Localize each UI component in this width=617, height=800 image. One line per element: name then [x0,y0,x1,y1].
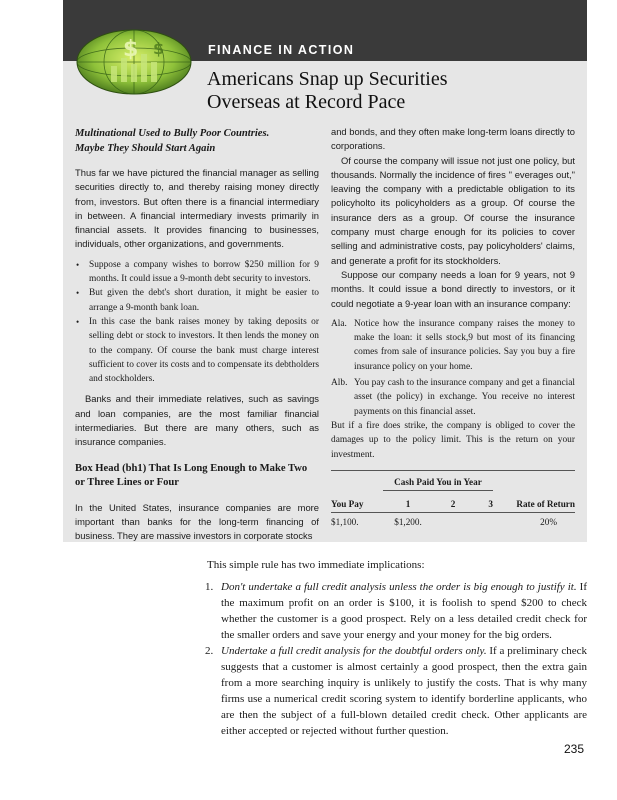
box-paragraph: Thus far we have pictured the financial manager as selling securities directly to, and thereby raising money directly from, investors. But often there is a financial intermediary in between. A financial intermediary invests primarily in financial assets. It provides financing to businesses, individuals, other organizations, and governments. [75,167,319,250]
table-cell [473,512,493,531]
list-item-text: If a preliminary check suggests that a customer is almost certainly a good prospect, then the extra gain from a more searching inquiry is unlikely to justify the costs. That is why many firms use a numerical credit scoring system to identify borderline applicants, who are then the subject of a full-blown detailed credit check. Other applicants are either accepted or rejected without further question. [221,645,588,737]
list-item [207,579,587,643]
item-text: You pay cash to the insurance company and get a financial asset (the policy) in exchange. You receive no interest payments on this financial asset. [354,378,575,417]
list-item [207,643,587,739]
box-title-line2: Overseas at Record Pace [207,91,406,113]
box-right-column [331,125,575,531]
table-cell: 20% [540,516,557,527]
implications-list [207,579,587,739]
table-header: 2 [450,498,456,509]
box-paragraph: In the United States, insurance companies are more important than banks for the long-term financing of business. They are massive investors in corporate stocks [75,501,319,542]
table-cell: $1,200. [394,516,422,527]
box-bullet-list [75,258,319,387]
box-kicker: FINANCE IN ACTION [208,43,355,57]
box-paragraph: and bonds, and they often make long-term loans directly to corporations. [331,126,575,152]
table-header: Rate of Return [516,498,575,509]
dollar-globe-icon [75,28,193,96]
box-numbered-item [331,376,575,419]
box-heading-2: Box Head (bh1) That Is Long Enough to Make Two or Three Lines or Four [75,462,308,489]
box-heading-1-line2: Maybe They Should Start Again [75,142,216,154]
box-paragraph: Banks and their immediate relatives, such as savings and loan companies, are the most familiar financial intermediaries. But there are many others, such as insurance companies. [75,393,319,448]
box-title [207,68,577,114]
box-numbered-item [331,317,575,374]
table-group-header: Cash Paid You in Year [383,470,493,490]
box-heading-1 [75,127,319,156]
list-item-lead: Undertake a full credit analysis for the doubtful orders only. [221,645,487,657]
table-group-header-row [331,470,575,490]
svg-text:$: $ [123,37,139,62]
table-row [331,512,575,531]
table-cell: $1,100. [331,516,359,527]
table-header-row [331,490,575,512]
svg-text:$: $ [153,39,165,58]
box-heading-1-line1: Multinational Used to Bully Poor Countries. [75,128,270,139]
bullet-item: • But given the debt's short duration, it might be easier to arrange a 9-month bank loan. [75,286,319,315]
body-intro: This simple rule has two immediate implications: [207,559,425,571]
list-number: 1. [205,581,214,593]
cash-table [331,470,575,531]
main-body-text [207,557,587,739]
box-paragraph: Of course the company will issue not just one policy, but thousands. Normally the incidence of fires " everages out," leaving the company with a predictable obligation to its policyholto its policyholders as a group. Of course the insurance ders as a group. Of course the insurance company must charge enough for its policies to cover selling and administrative costs, pay policyholders' claims, and generate a profit for its stockholders. [331,154,575,266]
box-title-line1: Americans Snap up Securities [207,68,448,90]
item-tag: Ala. [331,318,347,329]
box-left-column [75,127,319,544]
table-header: 3 [488,498,493,509]
bullet-item: • Suppose a company wishes to borrow $250 million for 9 months. It could issue a 9-month debt security to investors. [75,258,319,287]
table-header: 1 [405,498,411,509]
table-header: You Pay [331,498,364,509]
list-number: 2. [205,645,214,657]
item-tag: Alb. [331,378,348,389]
item-text: Notice how the insurance company raises the money to make the loan: it sells stock,9 but most of its financing comes from sale of insurance policies. Say you buy a fire insurance policy on your home. [354,318,575,372]
page-number: 235 [564,742,585,756]
table-cell [433,512,473,531]
list-item-lead: Don't undertake a full credit analysis unless the order is big enough to justify it. [221,581,577,593]
box-paragraph: But if a fire does strike, the company is obliged to cover the damages up to the policy limit. This is the return on your investment. [331,420,575,460]
list-item-text: If the maximum profit on an order is $100, it is foolish to spend $200 to check whether the customer is a good prospect. Rely on a less detailed credit check for the smaller orders and save your energy and your money for the big orders. [221,581,588,641]
bullet-item: • In this case the bank raises money by taking deposits or selling debt or stock to investors. It then lends the money on to the company. Of course the bank must charge interest sufficient to cover its costs and to compensate its debtholders and stockholders. [75,315,319,386]
box-paragraph: Suppose our company needs a loan for 9 years, not 9 months. It could issue a bond directly to investors, or it could negotiate a 9-year loan with an insurance company: [331,268,575,309]
